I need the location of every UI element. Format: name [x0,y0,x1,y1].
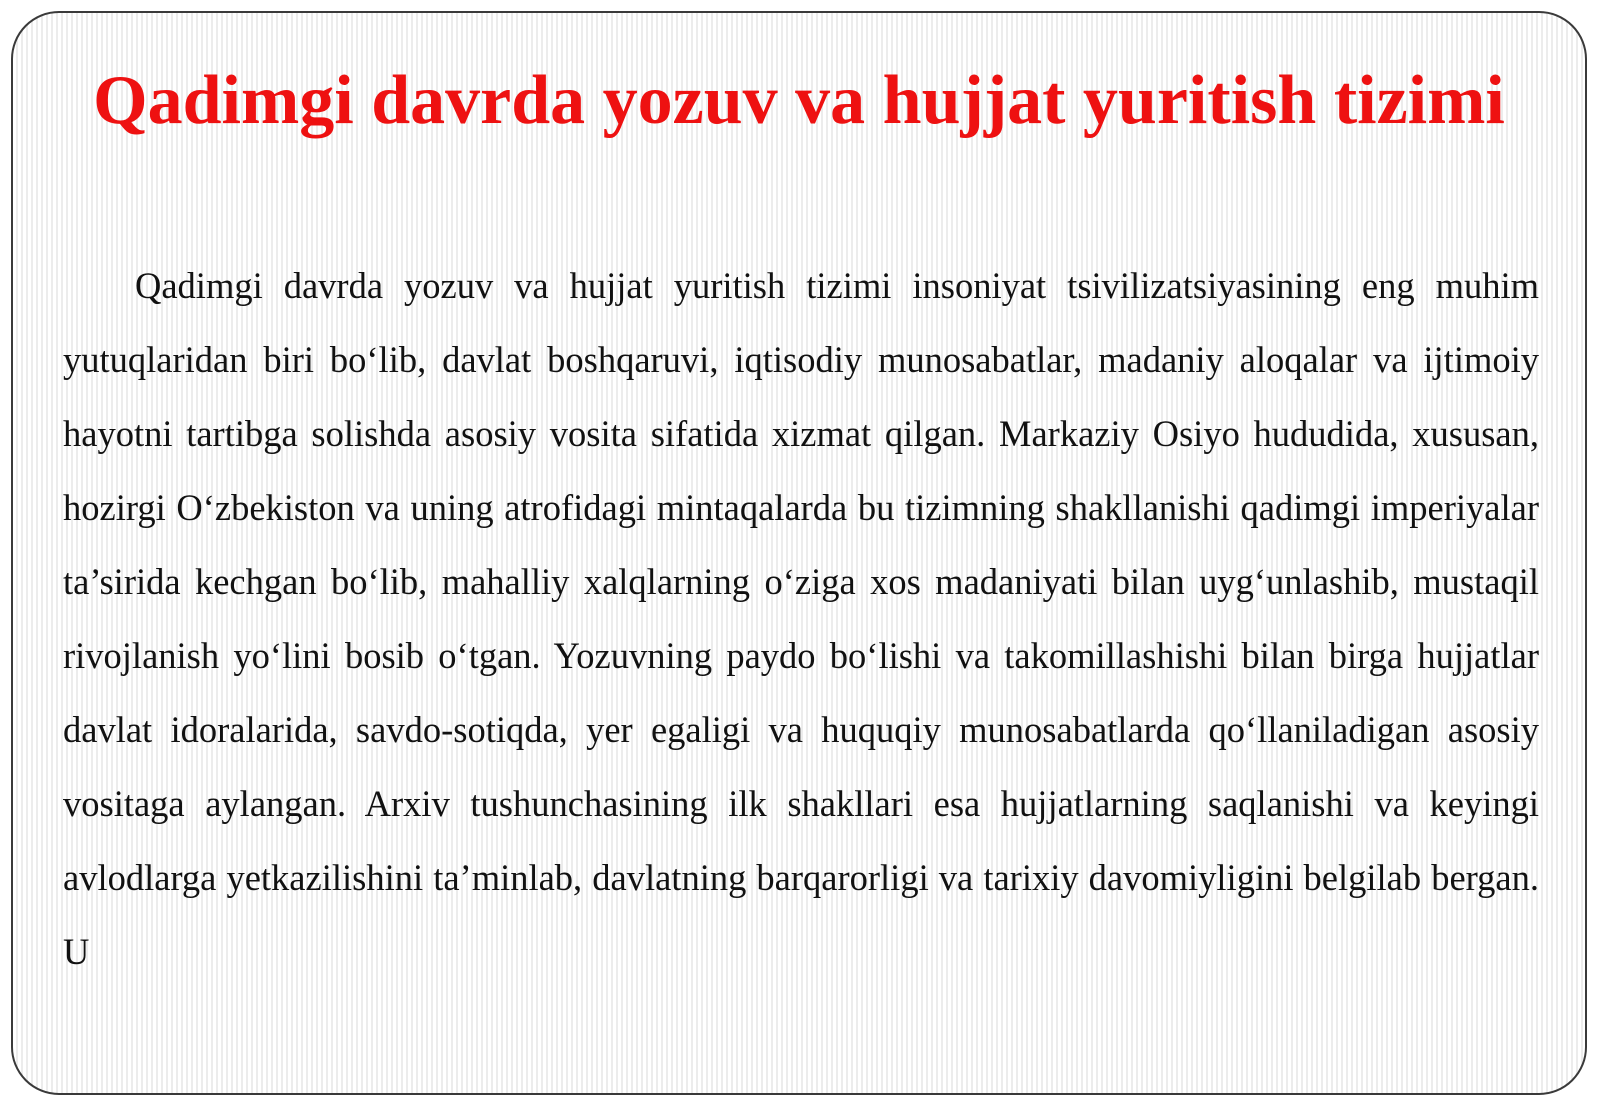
slide-title: Qadimgi davrda yozuv va hujjat yuritish tizimi [93,62,1505,139]
slide-frame [11,11,1587,1095]
slide-body-paragraph: Qadimgi davrda yozuv va hujjat yuritish tizimi insoniyat tsivilizatsiyasining eng muhim yutuqlaridan biri bo‘lib, davlat boshqaruvi, iqtisodiy munosabatlar, madaniy aloqalar va ijtimoiy hayotni tartibga solishda asosiy vosita sifatida xizmat qilgan. Markaziy Osiyo hududida, xususan, hozirgi O‘zbekiston va uning atrofidagi mintaqalarda bu tizimning shakllanishi qadimgi imperiyalar ta’sirida kechgan bo‘lib, mahalliy xalqlarning o‘ziga xos madaniyati bilan uyg‘unlashib, mustaqil rivojlanish yo‘lini bosib o‘tgan. Yozuvning paydo bo‘lishi va takomillashishi bilan birga hujjatlar davlat idoralarida, savdo-sotiqda, yer egaligi va huquqiy munosabatlarda qo‘llaniladigan asosiy vositaga aylangan. Arxiv tushunchasining ilk shakllari esa hujjatlarning saqlanishi va keyingi avlodlarga yetkazilishini ta’minlab, davlatning barqarorligi va tarixiy davomiyligini belgilab bergan. U [63,265,1539,972]
